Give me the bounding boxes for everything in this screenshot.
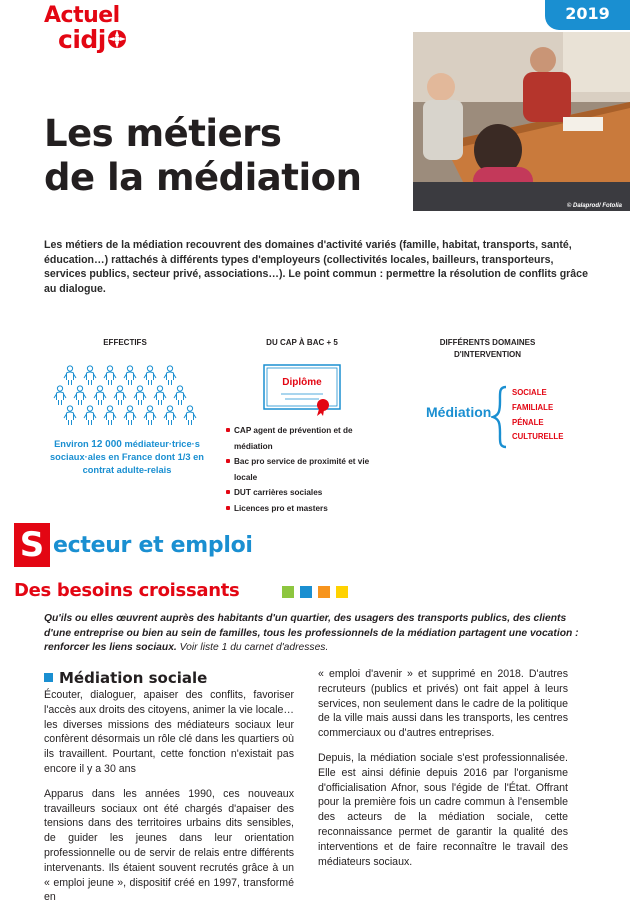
person-icon: [164, 406, 176, 425]
people-group-icon: [52, 360, 202, 432]
domaine-item: CULTURELLE: [512, 432, 564, 442]
person-icon: [84, 406, 96, 425]
lead-reference: Voir liste 1 du carnet d'adresses.: [176, 642, 329, 654]
person-icon: [54, 386, 66, 405]
effectifs-stat: [46, 438, 208, 477]
square-green-icon: [282, 586, 294, 598]
formation-item: Licences pro et masters: [226, 501, 386, 517]
title-line2: de la médiation: [44, 156, 362, 199]
office-meeting-photo: [413, 32, 630, 211]
person-icon: [184, 406, 196, 425]
lead-paragraph: [44, 612, 589, 656]
section-subheading: Des besoins croissants: [14, 580, 240, 601]
actuel-cidj-logo: [44, 3, 134, 63]
article-paragraph: Depuis, la médiation sociale s'est professionnalisée. Elle est ainsi définie depuis 2016 par l'organisme d'officialisation Afnor, sous l'égide de l'État. Offrant pour la première fois un cadre commun à l'ensemble des acteurs de la médiation sociale, cette reconnaissance permet de garantir la qualité des interventions et de faire reconnaître le travail des médiateurs sociaux.: [318, 751, 568, 868]
person-icon: [144, 366, 156, 385]
person-icon: [174, 386, 186, 405]
photo-illustration: [413, 32, 630, 211]
effectifs-number: 12 000: [91, 439, 122, 450]
person-icon: [134, 386, 146, 405]
formation-item: DUT carrières sociales: [226, 485, 386, 501]
domaine-item: PÉNALE: [512, 417, 544, 427]
formation-list: [226, 423, 386, 516]
effectifs-prefix: Environ: [54, 439, 92, 449]
domaine-item: SOCIALE: [512, 388, 547, 397]
page-title: [44, 112, 361, 200]
square-blue-icon: [300, 586, 312, 598]
person-icon: [64, 406, 76, 425]
color-squares: [282, 585, 354, 603]
domaines-heading-line1: DIFFÉRENTS DOMAINES: [439, 338, 536, 347]
article-paragraph: Écouter, dialoguer, apaiser des conflits, favoriser l'accès aux droits des citoyens, animer la vie locale… les diverses missions des médiateurs sociaux leur confèrent désormais un rôle clé dans les quartiers où ils travaillent. Pourtant, cette fonction n'existait pas encore il y a 30 ans: [44, 689, 294, 775]
person-icon: [114, 386, 126, 405]
formation-item: CAP agent de prévention et de médiation: [226, 423, 386, 454]
mediation-sociale-heading: [44, 669, 207, 687]
curly-brace-icon: [491, 385, 509, 449]
square-yellow-icon: [336, 586, 348, 598]
person-icon: [94, 386, 106, 405]
person-icon: [164, 366, 176, 385]
logo-line2: cidj: [58, 25, 106, 54]
heading-square-icon: [44, 673, 53, 682]
diploma-frame-icon: [263, 364, 341, 416]
domaines-list: [512, 386, 563, 445]
person-icon: [104, 406, 116, 425]
mediation-sociale-heading-text: Médiation sociale: [59, 669, 208, 687]
person-icon: [144, 406, 156, 425]
square-orange-icon: [318, 586, 330, 598]
photo-credit: © Dalaprod/ Fotolia: [566, 203, 622, 209]
logo-line1: Actuel: [44, 3, 120, 28]
formation-item: Bac pro service de proximité et vie locale: [226, 454, 386, 485]
person-icon: [64, 366, 76, 385]
person-icon: [74, 386, 86, 405]
effectifs-suffix: médiateur·trice·s sociaux·ales en France dont 1/3 en contrat adulte-relais: [50, 439, 204, 475]
formation-heading: DU CAP À BAC + 5: [266, 338, 338, 347]
diploma-label: Diplôme: [282, 377, 322, 388]
lead-bold: Qu'ils ou elles œuvrent auprès des habitants d'un quartier, des usagers des transports publics, des clients d'une entreprise ou bien au sein de familles, tous les professionnels de la médiation partagent une vocation : renforcer les liens sociaux.: [44, 613, 579, 654]
article-paragraph: « emploi d'avenir » et supprimé en 2018. D'autres recruteurs (publics et privés) ont fait appel à leurs services, non seulement dans le cadre de la politique de la ville mais aussi dans les transports, les centres commerciaux ou d'autres entreprises.: [318, 668, 568, 740]
person-icon: [124, 366, 136, 385]
person-icon: [84, 366, 96, 385]
year-badge: 2019: [545, 0, 630, 30]
diploma-icon: [263, 364, 341, 416]
article-paragraph: Apparus dans les années 1990, ces nouveaux travailleurs sociaux ont été chargés d'apaiser des tensions dans des territoires urbains dits sensibles, de guider les jeunes dans leur orientation professionnelle ou de servir de relais entre différents intervenants. Ils étaient souvent recrutés grâce à un « emploi jeune », dispositif créé en 1997, transformé en: [44, 787, 294, 904]
domaines-heading: [410, 337, 565, 361]
section-initial: S: [14, 523, 50, 567]
article-column-right: [318, 667, 568, 879]
logo-wheel-icon: [107, 29, 127, 49]
mediation-label: Médiation: [426, 404, 492, 420]
article-column-left: [44, 688, 294, 915]
person-icon: [124, 406, 136, 425]
intro-paragraph: Les métiers de la médiation recouvrent des domaines d'activité variés (famille, habitat, transports, santé, éducation…) rattachés à différents types d'employeurs (collectivités locales, bailleurs, transporteurs, services publics, secteur privé, associations…). Le point commun : permettre la résolution de conflits grâce au dialogue.: [44, 239, 588, 295]
domaines-heading-line2: D'INTERVENTION: [453, 350, 522, 359]
domaine-item: FAMILIALE: [512, 402, 554, 412]
effectifs-heading: EFFECTIFS: [103, 338, 147, 347]
title-line1: Les métiers: [44, 112, 282, 155]
person-icon: [104, 366, 116, 385]
section-title: ecteur et emploi: [53, 533, 253, 558]
person-icon: [154, 386, 166, 405]
